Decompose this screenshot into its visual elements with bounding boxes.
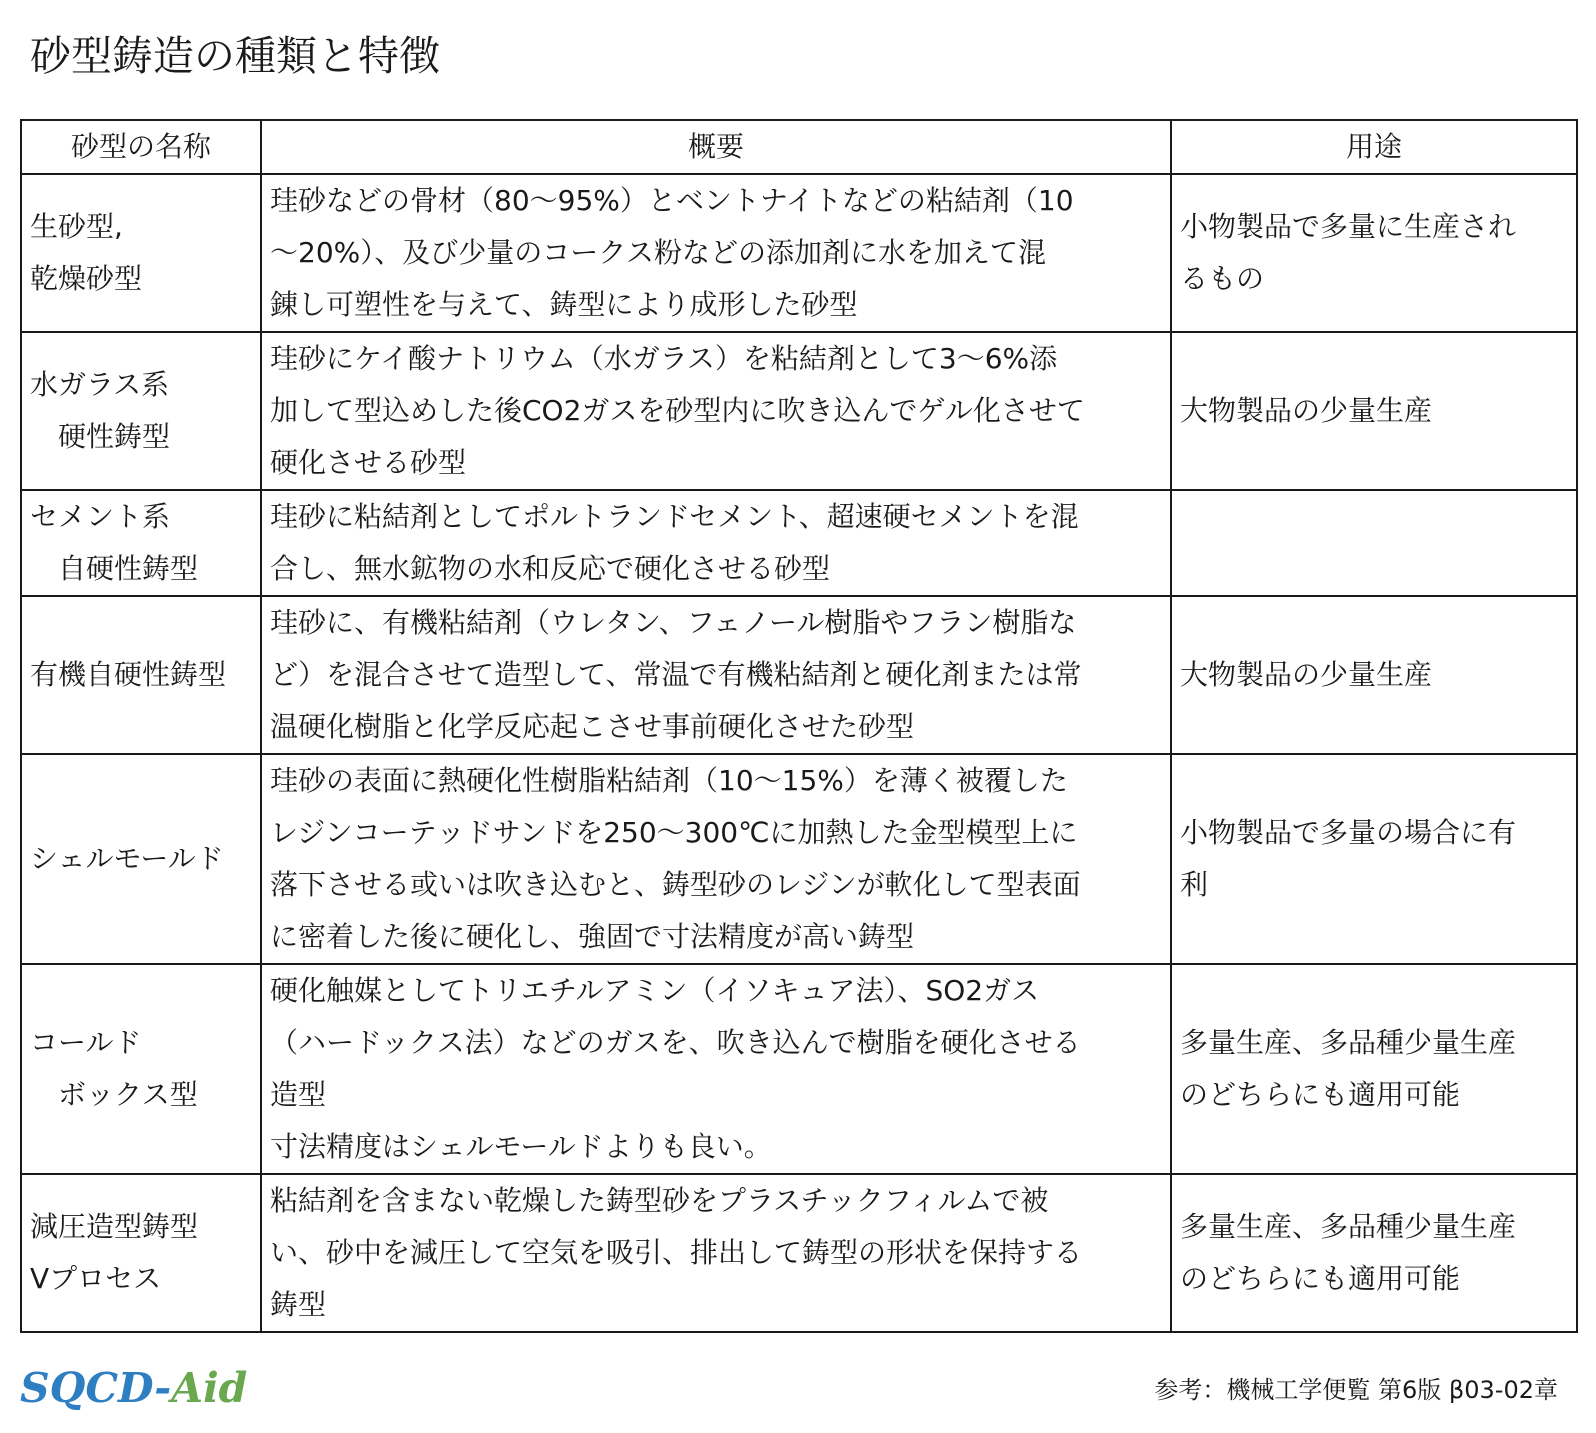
cell-name [21, 964, 261, 1174]
usage-line: のどちらにも適用可能 [1180, 1262, 1461, 1295]
cell-usage [1171, 332, 1577, 490]
cell-name [21, 332, 261, 490]
name-line: コールド [30, 1026, 142, 1059]
name-line: 生砂型, [30, 210, 123, 243]
usage-line: のどちらにも適用可能 [1180, 1078, 1461, 1111]
table-row [21, 174, 1577, 332]
usage-line: 大物製品の少量生産 [1180, 658, 1433, 691]
summary-line: 珪砂の表面に熱硬化性樹脂粘結剤（10～15%）を薄く被覆した [270, 764, 1068, 797]
cell-usage [1171, 490, 1577, 596]
cell-name [21, 754, 261, 964]
summary-line: 粘結剤を含まない乾燥した鋳型砂をプラスチックフィルムで被 [270, 1184, 1049, 1217]
usage-line: 多量生産、多品種少量生産 [1180, 1210, 1517, 1243]
header-usage: 用途 [1171, 120, 1577, 174]
summary-line: レジンコーテッドサンドを250～300℃に加熱した金型模型上に [270, 816, 1078, 849]
cell-usage [1171, 596, 1577, 754]
table-row [21, 596, 1577, 754]
summary-line: 珪砂にケイ酸ナトリウム（水ガラス）を粘結剤として3～6%添 [270, 342, 1058, 375]
summary-line: ど）を混合させて造型して、常温で有機粘結剤と硬化剤または常 [270, 658, 1082, 691]
summary-line: 落下させる或いは吹き込むと、鋳型砂のレジンが軟化して型表面 [270, 868, 1081, 901]
usage-line: 大物製品の少量生産 [1180, 394, 1433, 427]
summary-line: 硬化触媒としてトリエチルアミン（イソキュア法）、SO2ガス [270, 974, 1040, 1007]
table-row [21, 964, 1577, 1174]
name-line: 有機自硬性鋳型 [30, 658, 227, 691]
summary-line: 鋳型 [270, 1288, 327, 1321]
summary-line: 珪砂などの骨材（80～95%）とベントナイトなどの粘結剤（10 [270, 184, 1074, 217]
summary-line: 錬し可塑性を与えて、鋳型により成形した砂型 [270, 288, 858, 321]
cell-usage [1171, 174, 1577, 332]
summary-line: 寸法精度はシェルモールドよりも良い。 [270, 1130, 772, 1163]
table-row [21, 490, 1577, 596]
header-summary: 概要 [261, 120, 1171, 174]
cell-summary [261, 1174, 1171, 1332]
name-line: セメント系 [30, 500, 171, 533]
cell-usage [1171, 754, 1577, 964]
table-row [21, 754, 1577, 964]
name-line: 自硬性鋳型 [30, 552, 199, 585]
cell-name [21, 1174, 261, 1332]
summary-line: い、砂中を減圧して空気を吸引、排出して鋳型の形状を保持する [270, 1236, 1083, 1269]
summary-line: 合し、無水鉱物の水和反応で硬化させる砂型 [270, 552, 831, 585]
cell-usage [1171, 1174, 1577, 1332]
summary-line: ～20%）、及び少量のコークス粉などの添加剤に水を加えて混 [270, 236, 1046, 269]
summary-line: 珪砂に、有機粘結剤（ウレタン、フェノール樹脂やフラン樹脂な [270, 606, 1077, 639]
name-line: 水ガラス系 [30, 368, 170, 401]
header-name: 砂型の名称 [21, 120, 261, 174]
reference-citation: 参考：機械工学便覧 第6版 β03-02章 [1154, 1376, 1558, 1404]
usage-line: 利 [1180, 868, 1209, 901]
sqcd-aid-logo [20, 1363, 247, 1413]
summary-line: 造型 [270, 1078, 327, 1111]
name-line: 減圧造型鋳型 [30, 1210, 199, 1243]
cell-summary [261, 964, 1171, 1174]
cell-summary [261, 332, 1171, 490]
logo-text-aid: Aid [171, 1364, 248, 1412]
casting-types-table [20, 119, 1578, 1333]
usage-line: るもの [1180, 262, 1265, 295]
name-line: 乾燥砂型 [30, 262, 143, 295]
cell-summary [261, 596, 1171, 754]
cell-usage [1171, 964, 1577, 1174]
usage-line: 小物製品で多量の場合に有 [1180, 816, 1517, 849]
table-row [21, 332, 1577, 490]
summary-line: 硬化させる砂型 [270, 446, 467, 479]
table-row [21, 1174, 1577, 1332]
name-line: 硬性鋳型 [30, 420, 171, 453]
table-header-row [21, 120, 1577, 174]
page-title: 砂型鋳造の種類と特徴 [30, 32, 440, 80]
cell-name [21, 490, 261, 596]
cell-name [21, 174, 261, 332]
name-line: Vプロセス [30, 1262, 162, 1295]
summary-line: 珪砂に粘結剤としてポルトランドセメント、超速硬セメントを混 [270, 500, 1079, 533]
cell-summary [261, 174, 1171, 332]
name-line: ボックス型 [30, 1078, 198, 1111]
cell-name [21, 596, 261, 754]
summary-line: （ハードックス法）などのガスを、吹き込んで樹脂を硬化させる [270, 1026, 1081, 1059]
summary-line: 温硬化樹脂と化学反応起こさせ事前硬化させた砂型 [270, 710, 915, 743]
logo-text-sqcd: SQCD- [20, 1364, 172, 1412]
summary-line: に密着した後に硬化し、強固で寸法精度が高い鋳型 [270, 920, 915, 953]
name-line: シェルモールド [30, 842, 224, 875]
cell-summary [261, 754, 1171, 964]
summary-line: 加して型込めした後CO2ガスを砂型内に吹き込んでゲル化させて [270, 394, 1085, 427]
usage-line: 小物製品で多量に生産され [1180, 210, 1517, 243]
cell-summary [261, 490, 1171, 596]
usage-line: 多量生産、多品種少量生産 [1180, 1026, 1517, 1059]
